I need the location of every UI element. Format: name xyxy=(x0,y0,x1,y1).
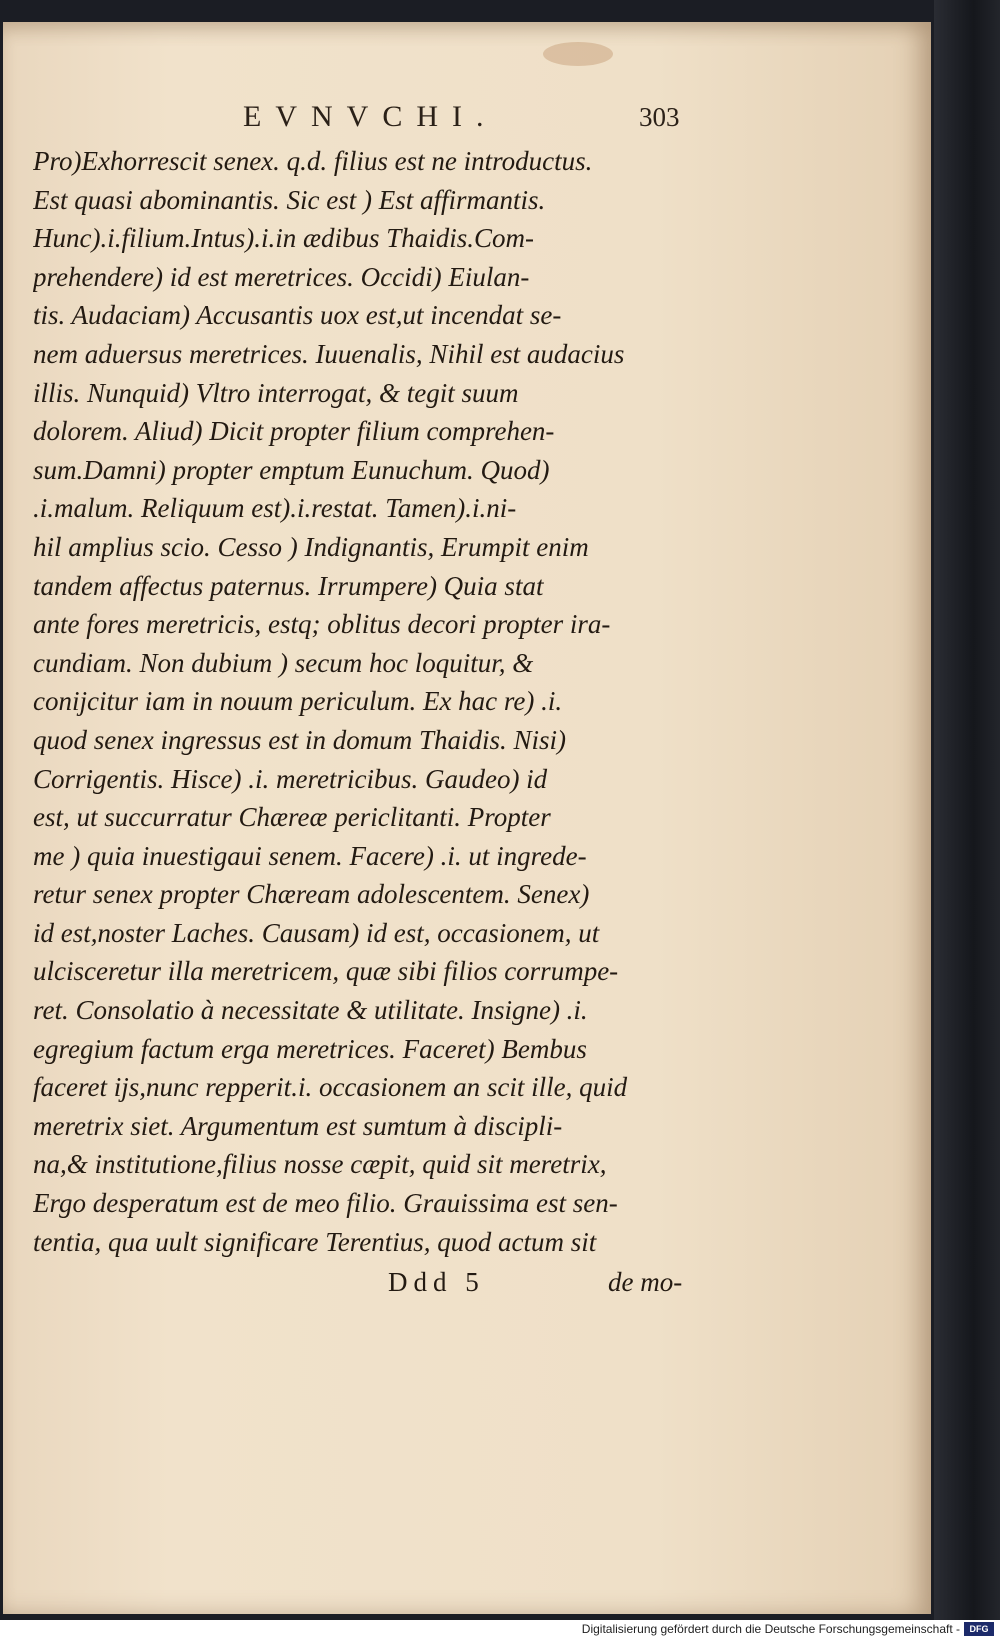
text-line: ulcisceretur illa meretricem, quæ sibi filios corrumpe- xyxy=(33,956,619,987)
text-line: nem aduersus meretrices. Iuuenalis, Nihil est audacius xyxy=(33,338,625,369)
text-line: hil amplius scio. Cesso ) Indignantis, Erumpit enim xyxy=(33,531,589,562)
text-line: illis. Nunquid) Vltro interrogat, & tegit suum xyxy=(33,377,519,408)
text-line: cundiam. Non dubium ) secum hoc loquitur, & xyxy=(33,647,534,678)
text-line: me ) quia inuestigaui senem. Facere) .i. ut ingrede- xyxy=(33,840,587,871)
text-line: sum.Damni) propter emptum Eunuchum. Quod) xyxy=(33,454,550,485)
text-line: est, ut succurratur Chæreæ periclitanti. Propter xyxy=(33,802,551,833)
text-line: tis. Audaciam) Accusantis uox est,ut incendat se- xyxy=(33,300,562,331)
text-line: faceret ijs,nunc repperit.i. occasionem an scit ille, quid xyxy=(33,1072,628,1103)
text-line: meretrix siet. Argumentum est sumtum à discipli- xyxy=(33,1110,563,1141)
text-line: egregium factum erga meretrices. Faceret) Bembus xyxy=(33,1033,587,1064)
text-line: tentia, qua uult significare Terentius, quod actum sit xyxy=(33,1226,597,1257)
text-line: dolorem. Aliud) Dicit propter filium comprehen- xyxy=(33,416,555,447)
commentary-text xyxy=(33,142,733,1261)
signature-mark: Ddd 5 xyxy=(388,1267,485,1297)
text-line: tandem affectus paternus. Irrumpere) Quia stat xyxy=(33,570,544,601)
text-line: Pro)Exhorrescit senex. q.d. filius est ne introductus. xyxy=(33,146,593,176)
dfg-logo: DFG xyxy=(964,1622,994,1636)
catchword: de mo- xyxy=(608,1267,683,1297)
text-line: ret. Consolatio à necessitate & utilitate. Insigne) .i. xyxy=(33,995,588,1026)
page-header xyxy=(3,80,931,140)
text-line: quod senex ingressus est in domum Thaidis. Nisi) xyxy=(33,724,566,755)
text-line: Hunc).i.filium.Intus).i.in ædibus Thaidis.Com- xyxy=(33,223,535,254)
paper-stain xyxy=(543,42,613,66)
text-line: ante fores meretricis, estq; oblitus decori propter ira- xyxy=(33,609,611,640)
page-footer xyxy=(3,1267,931,1307)
text-line: retur senex propter Chæream adolescentem. Senex) xyxy=(33,879,590,910)
text-line: conijcitur iam in nouum periculum. Ex hac re) .i. xyxy=(33,686,563,717)
text-line: .i.malum. Reliquum est).i.restat. Tamen).i.ni- xyxy=(33,493,517,524)
text-line: na,& institutione,filius nosse cæpit, quid sit meretrix, xyxy=(33,1149,607,1180)
credit-bar xyxy=(0,1620,1000,1639)
running-title: EVNVCHI. xyxy=(243,100,498,133)
book-page xyxy=(3,22,931,1614)
page-number: 303 xyxy=(639,102,680,132)
text-line: Ergo desperatum est de meo filio. Grauissima est sen- xyxy=(33,1188,618,1219)
text-line: Est quasi abominantis. Sic est ) Est affirmantis. xyxy=(33,184,546,215)
funding-credit: Digitalisierung gefördert durch die Deutsche Forschungsgemeinschaft - xyxy=(581,1622,960,1636)
text-line: Corrigentis. Hisce) .i. meretricibus. Gaudeo) id xyxy=(33,763,548,794)
book-binding-edge xyxy=(934,0,1000,1620)
text-line: prehendere) id est meretrices. Occidi) Eiulan- xyxy=(33,261,530,292)
text-line: id est,noster Laches. Causam) id est, occasionem, ut xyxy=(33,917,600,948)
